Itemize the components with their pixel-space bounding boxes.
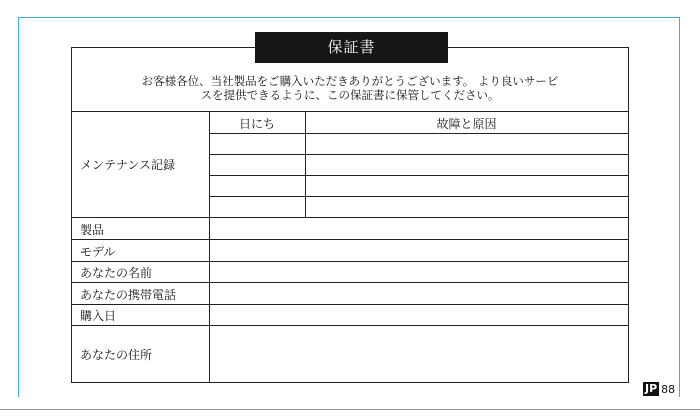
row-line <box>72 282 628 283</box>
column-header-date: 日にち <box>238 117 275 131</box>
row-line <box>72 304 628 305</box>
row-line <box>72 239 628 240</box>
row-line <box>72 261 628 262</box>
row-line <box>72 325 628 326</box>
field-label-purchase-date: 購入日 <box>80 309 117 323</box>
document-title: 保証書 <box>255 32 448 63</box>
maintenance-row-line <box>209 175 628 176</box>
column-header-fault: 故障と原因 <box>436 117 497 131</box>
maintenance-row-line <box>209 196 628 197</box>
maintenance-row-line <box>209 133 628 134</box>
page-number <box>643 382 675 396</box>
warranty-card <box>71 47 629 383</box>
field-label-product: 製品 <box>80 223 105 237</box>
maintenance-record-label: メンテナンス記録 <box>80 158 176 172</box>
label-column-divider <box>209 112 210 382</box>
field-label-name: あなたの名前 <box>80 266 153 280</box>
field-label-phone: あなたの携帯電話 <box>80 288 177 302</box>
bottom-rule <box>0 409 700 410</box>
language-badge: JP <box>645 382 658 395</box>
intro-text-line-2: スを提供できるように、この保証書に保管してください。 <box>200 88 500 102</box>
field-label-address: あなたの住所 <box>80 348 153 362</box>
page-num: 88 <box>661 382 676 396</box>
field-label-model: モデル <box>80 245 116 259</box>
intro-text-line-1: お客様各位、当社製品をご購入いただきありがとうございます。 より良いサービ <box>141 74 559 88</box>
maintenance-row-line <box>209 154 628 155</box>
row-line <box>72 217 628 218</box>
